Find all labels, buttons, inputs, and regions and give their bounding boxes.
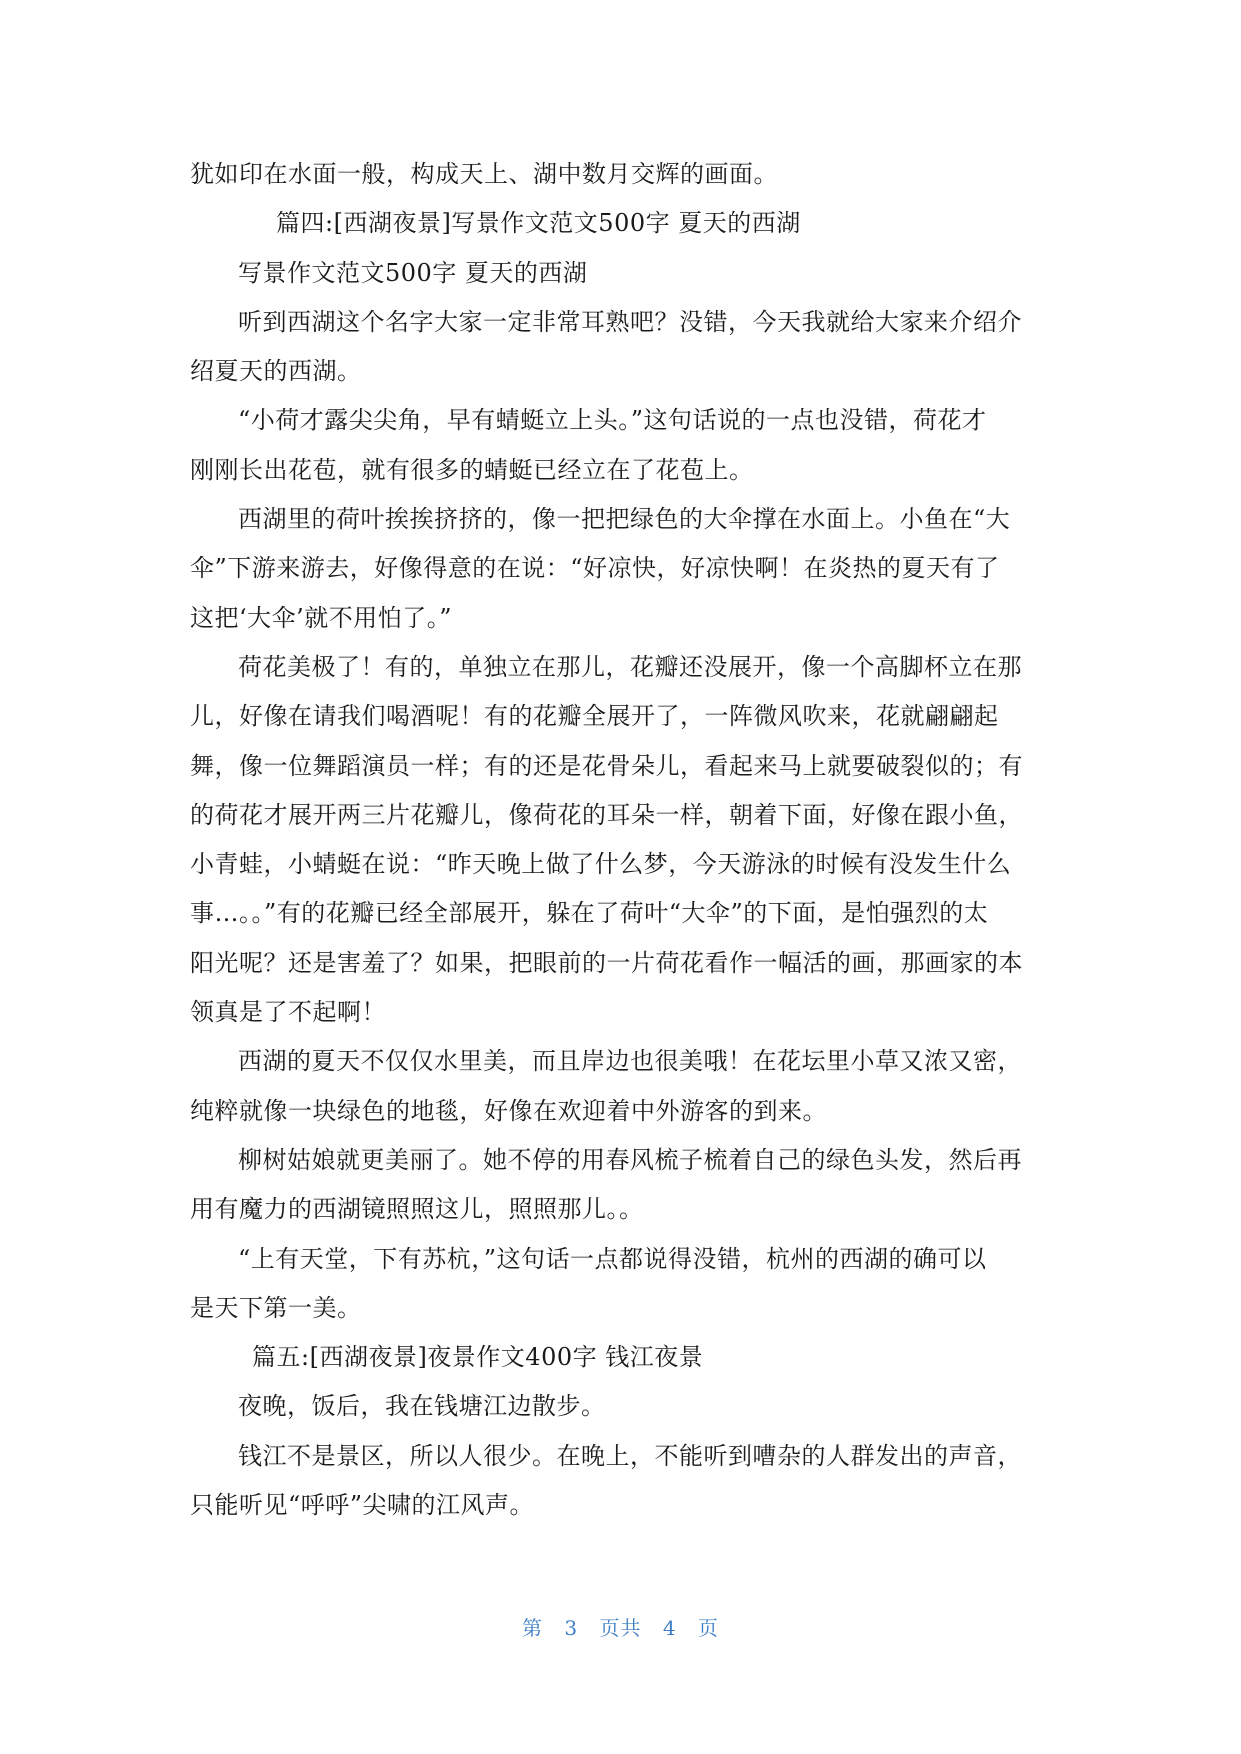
paragraph-line: 伞”下游来游去，好像得意的在说：“好凉快，好凉快啊！在炎热的夏天有了 xyxy=(190,554,1000,583)
paragraph-line: 舞，像一位舞蹈演员一样；有的还是花骨朵儿，看起来马上就要破裂似的；有 xyxy=(190,751,1023,780)
page-number-footer: 第 3 页共 4 页 xyxy=(522,1616,719,1640)
paragraph-line: 西湖里的荷叶挨挨挤挤的，像一把把绿色的大伞撑在水面上。小鱼在“大 xyxy=(238,505,1011,534)
paragraph-line: 事…。。”有的花瓣已经全部展开，躲在了荷叶“大伞”的下面，是怕强烈的太 xyxy=(190,899,989,928)
paragraph-line: 刚刚长出花苞，就有很多的蜻蜓已经立在了花苞上。 xyxy=(190,455,754,484)
paragraph-line: 领真是了不起啊！ xyxy=(190,998,386,1027)
paragraph-continuation: 犹如印在水面一般，构成天上、湖中数月交辉的画面。 xyxy=(190,160,778,188)
document-body xyxy=(190,150,1050,1530)
paragraph-line: 用有魔力的西湖镜照照这儿，照照那儿。。 xyxy=(190,1195,644,1224)
paragraph-line: 绍夏天的西湖。 xyxy=(190,357,362,386)
paragraph-line: 儿，好像在请我们喝酒呢！有的花瓣全展开了，一阵微风吹来，花就翩翩起 xyxy=(190,702,999,731)
paragraph-line: 的荷花才展开两三片花瓣儿，像荷花的耳朵一样，朝着下面，好像在跟小鱼， xyxy=(190,800,1023,829)
paragraph-line: 阳光呢？还是害羞了？如果，把眼前的一片荷花看作一幅活的画，那画家的本 xyxy=(190,948,1023,977)
paragraph-line: 只能听见“呼呼”尖啸的江风声。 xyxy=(190,1491,535,1520)
paragraph-line: 柳树姑娘就更美丽了。她不停的用春风梳子梳着自己的绿色头发，然后再 xyxy=(238,1145,1022,1174)
section-heading-4: 篇四:[西湖夜景]写景作文范文500字 夏天的西湖 xyxy=(276,209,801,238)
paragraph-line: 荷花美极了！有的，单独立在那儿，花瓣还没展开，像一个高脚杯立在那 xyxy=(238,652,1022,681)
paragraph-line: 听到西湖这个名字大家一定非常耳熟吧？没错，今天我就给大家来介绍介 xyxy=(238,307,1022,336)
paragraph-line: “上有天堂，下有苏杭，”这句话一点都说得没错，杭州的西湖的确可以 xyxy=(238,1244,987,1273)
paragraph-line: 是天下第一美。 xyxy=(190,1293,362,1322)
paragraph-line: “小荷才露尖尖角，早有蜻蜓立上头。”这句话说的一点也没错，荷花才 xyxy=(238,406,987,435)
article-title: 写景作文范文500字 夏天的西湖 xyxy=(238,258,588,287)
section-heading-5: 篇五:[西湖夜景]夜景作文400字 钱江夜景 xyxy=(252,1343,704,1372)
paragraph-line: 小青蛙，小蜻蜓在说：“昨天晚上做了什么梦，今天游泳的时候有没发生什么 xyxy=(190,850,1012,879)
paragraph-line: 夜晚，饭后，我在钱塘江边散步。 xyxy=(238,1392,606,1421)
paragraph-line: 纯粹就像一块绿色的地毯，好像在欢迎着中外游客的到来。 xyxy=(190,1096,827,1125)
paragraph-line: 这把‘大伞’就不用怕了。” xyxy=(190,603,453,632)
paragraph-line: 钱江不是景区，所以人很少。在晚上，不能听到嘈杂的人群发出的声音， xyxy=(238,1441,1022,1470)
paragraph-line: 西湖的夏天不仅仅水里美，而且岸边也很美哦！在花坛里小草又浓又密， xyxy=(238,1047,1022,1076)
